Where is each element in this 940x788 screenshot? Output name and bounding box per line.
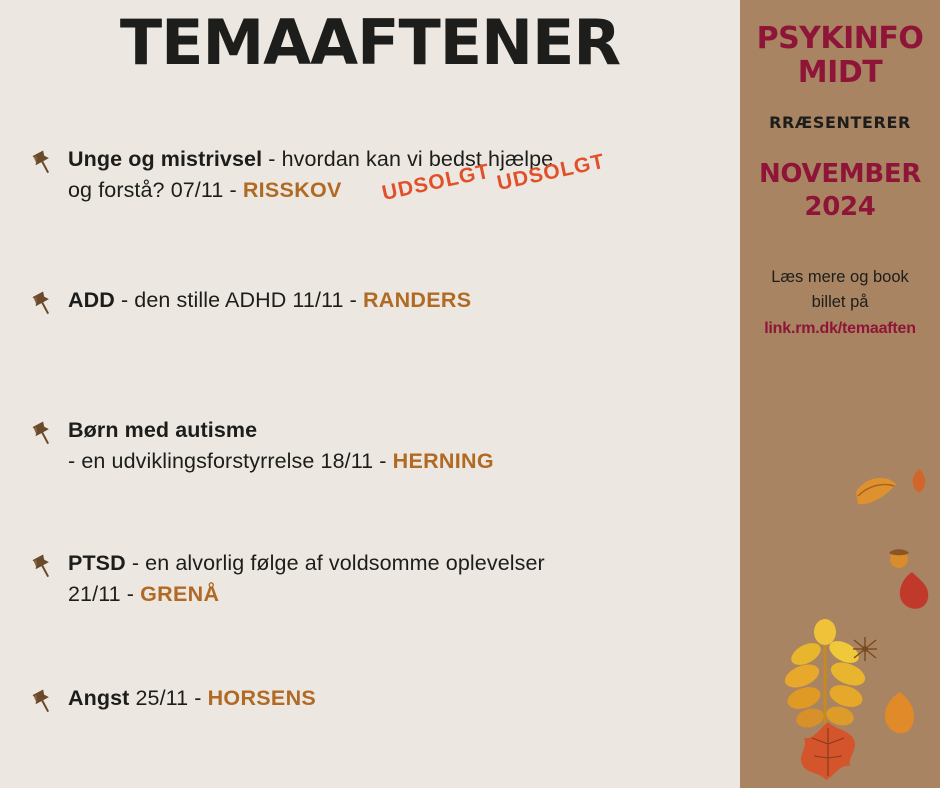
leaf-icon [890, 570, 934, 619]
event-text [68, 548, 740, 609]
pushpin-icon [28, 687, 58, 717]
pushpin-icon [28, 419, 58, 449]
event-detail-2: 21/11 - [68, 581, 141, 606]
event-detail: 25/11 - [129, 686, 208, 711]
event-text [68, 285, 740, 316]
event-city: RANDERS [362, 288, 472, 313]
brand-line-2: MIDT [797, 54, 883, 90]
event-city: HERNING [392, 448, 494, 473]
presents-label: RRÆSENTERER [769, 113, 911, 133]
event-text [68, 415, 740, 476]
booking-link[interactable]: link.rm.dk/temaaften [764, 319, 916, 337]
leaf-icon [792, 720, 864, 788]
status-badge-soldout-2: UDSOLGT [495, 149, 608, 196]
month-label: NOVEMBER [758, 159, 922, 190]
page-title: TEMAAFTENER [119, 6, 621, 79]
pushpin-icon [28, 289, 58, 319]
status-badge-soldout-1: UDSOLGT [380, 159, 493, 206]
spider-icon [852, 636, 878, 667]
list-item[interactable] [0, 683, 740, 743]
booking-line-2: billet på [811, 292, 869, 311]
event-name: Børn med autisme [68, 418, 258, 443]
brand-name [740, 22, 940, 89]
event-name: ADD [68, 288, 115, 313]
event-city: GRENÅ [140, 581, 220, 606]
leaf-icon [908, 468, 930, 499]
event-name: Unge og mistrivsel [68, 147, 263, 171]
brand-line-1: PSYKINFO [756, 21, 924, 56]
event-detail: - den stille ADHD 11/11 - [114, 288, 363, 313]
event-detail-2: og forstå? 07/11 - [68, 177, 243, 202]
pushpin-icon [28, 552, 58, 582]
leaf-icon [852, 472, 900, 517]
event-detail: - hvordan kan vi bedst hjælpe [262, 147, 554, 171]
leaf-icon [880, 690, 920, 741]
event-city: HORSENS [207, 686, 317, 711]
list-item[interactable] [0, 415, 740, 476]
event-detail-2: - en udviklingsforstyrrelse 18/11 - [68, 448, 393, 473]
pushpin-icon [28, 148, 58, 178]
year-label: 2024 [804, 191, 876, 222]
booking-line-1: Læs mere og book [771, 268, 909, 287]
event-detail: - en alvorlig følge af voldsomme oplevelser [125, 551, 545, 576]
date-block [740, 158, 940, 223]
event-list [0, 128, 740, 743]
list-item[interactable] [0, 548, 740, 609]
list-item[interactable] [0, 144, 740, 205]
booking-info [740, 265, 940, 341]
list-item[interactable] [0, 285, 740, 345]
event-city: RISSKOV [242, 177, 342, 202]
event-text [68, 683, 740, 714]
event-name: PTSD [68, 551, 126, 576]
poster-sidebar [740, 0, 940, 788]
event-name: Angst [68, 686, 130, 711]
